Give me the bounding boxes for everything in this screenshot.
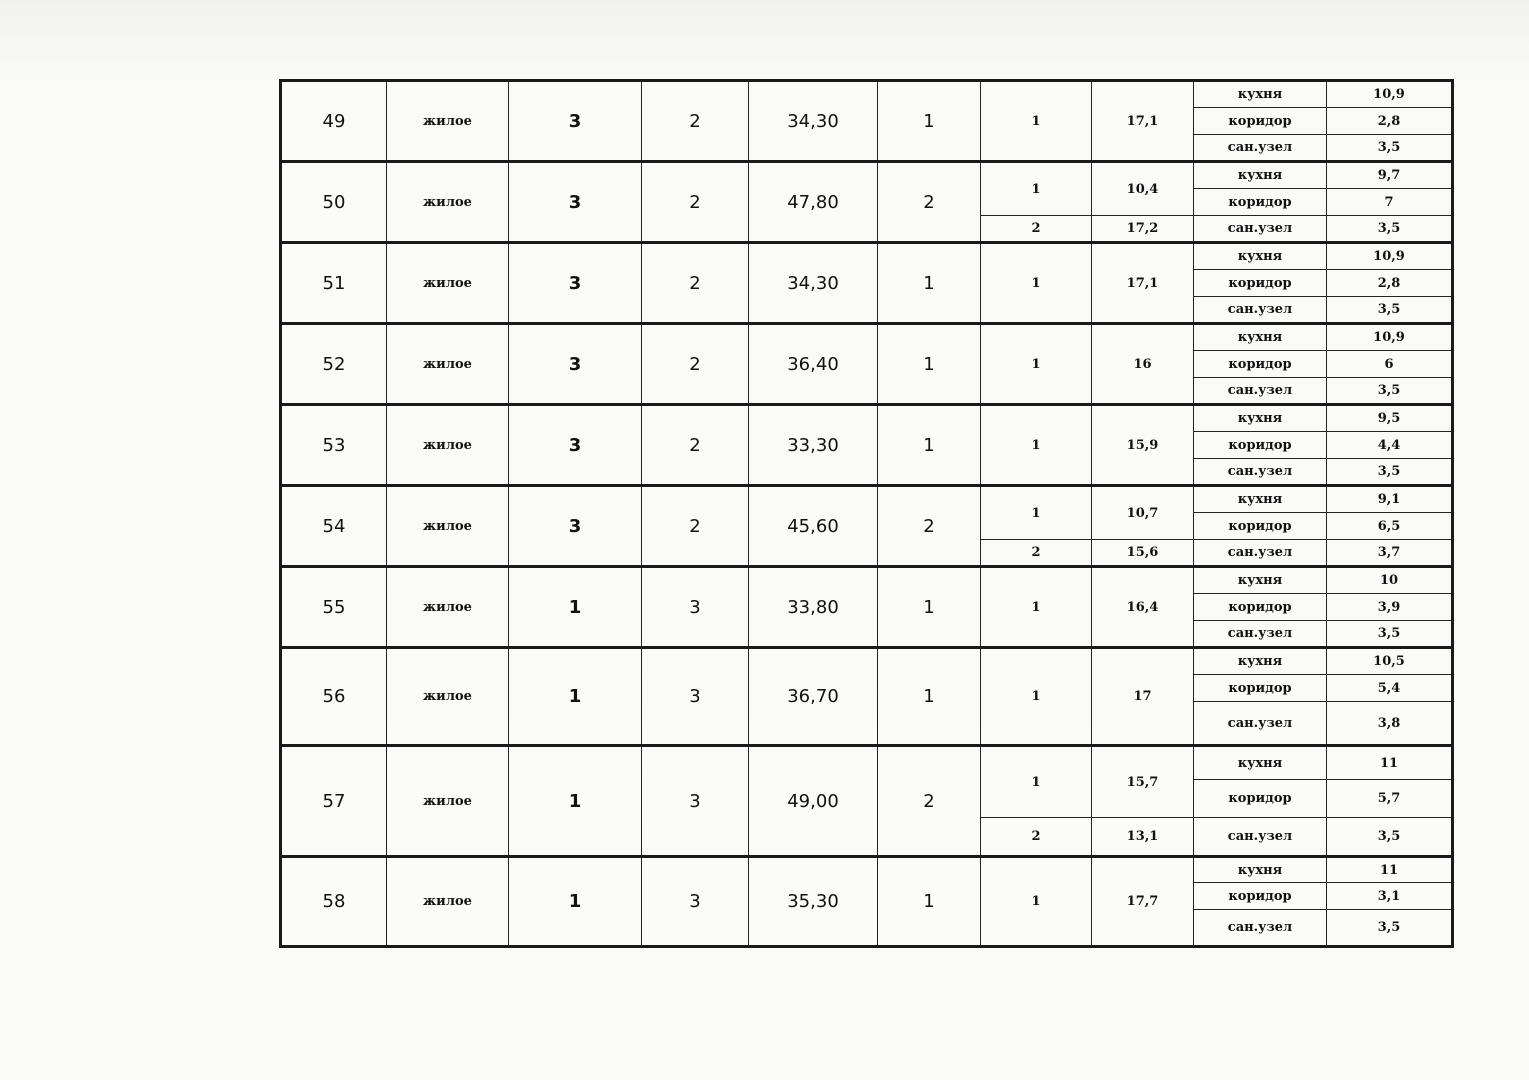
room-area: 16 [1092, 324, 1194, 405]
floor-number: 3 [509, 162, 642, 243]
total-area: 33,30 [749, 405, 878, 486]
aux-room-name: кухня [1194, 567, 1327, 594]
room-area: 17,7 [1092, 857, 1194, 947]
table-row [281, 857, 1453, 883]
table-row [281, 81, 1453, 108]
section-number: 2 [642, 81, 749, 162]
aux-room-name: кухня [1194, 162, 1327, 189]
total-area: 36,40 [749, 324, 878, 405]
section-number: 2 [642, 486, 749, 567]
aux-room-area: 7 [1327, 189, 1453, 216]
aux-room-name: коридор [1194, 432, 1327, 459]
room-number: 1 [981, 486, 1092, 540]
apartment-row-group [281, 81, 1453, 162]
room-area: 17,1 [1092, 81, 1194, 162]
room-area: 13,1 [1092, 818, 1194, 857]
apartment-row-group [281, 857, 1453, 947]
section-number: 3 [642, 567, 749, 648]
aux-room-name: сан.узел [1194, 378, 1327, 405]
aux-room-name: сан.узел [1194, 702, 1327, 746]
room-count: 1 [878, 567, 981, 648]
aux-room-area: 9,1 [1327, 486, 1453, 513]
apartment-row-group [281, 567, 1453, 648]
floor-number: 3 [509, 486, 642, 567]
floor-number: 3 [509, 405, 642, 486]
aux-room-name: кухня [1194, 324, 1327, 351]
room-count: 2 [878, 746, 981, 857]
table-row [281, 746, 1453, 780]
apartment-number: 49 [281, 81, 387, 162]
apartment-number: 54 [281, 486, 387, 567]
aux-room-name: сан.узел [1194, 910, 1327, 947]
premises-type: жилое [387, 486, 509, 567]
aux-room-area: 3,7 [1327, 540, 1453, 567]
aux-room-area: 3,5 [1327, 621, 1453, 648]
aux-room-area: 11 [1327, 746, 1453, 780]
section-number: 2 [642, 243, 749, 324]
aux-room-name: коридор [1194, 351, 1327, 378]
section-number: 2 [642, 405, 749, 486]
floor-number: 3 [509, 81, 642, 162]
aux-room-name: коридор [1194, 594, 1327, 621]
aux-room-area: 2,8 [1327, 108, 1453, 135]
aux-room-area: 3,5 [1327, 216, 1453, 243]
apartment-number: 52 [281, 324, 387, 405]
table-row [281, 324, 1453, 351]
aux-room-area: 9,5 [1327, 405, 1453, 432]
aux-room-area: 3,5 [1327, 378, 1453, 405]
aux-room-area: 5,7 [1327, 780, 1453, 818]
apartment-row-group [281, 746, 1453, 857]
room-number: 1 [981, 648, 1092, 746]
aux-room-area: 3,5 [1327, 297, 1453, 324]
room-number: 1 [981, 746, 1092, 818]
aux-room-area: 10 [1327, 567, 1453, 594]
table-row [281, 567, 1453, 594]
total-area: 49,00 [749, 746, 878, 857]
premises-type: жилое [387, 324, 509, 405]
room-number: 1 [981, 162, 1092, 216]
room-number: 1 [981, 567, 1092, 648]
aux-room-area: 11 [1327, 857, 1453, 883]
room-count: 1 [878, 81, 981, 162]
aux-room-name: коридор [1194, 780, 1327, 818]
floor-number: 1 [509, 648, 642, 746]
aux-room-area: 6,5 [1327, 513, 1453, 540]
floor-number: 3 [509, 243, 642, 324]
room-area: 17,2 [1092, 216, 1194, 243]
premises-type: жилое [387, 857, 509, 947]
aux-room-area: 9,7 [1327, 162, 1453, 189]
apartment-number: 57 [281, 746, 387, 857]
total-area: 45,60 [749, 486, 878, 567]
aux-room-name: коридор [1194, 675, 1327, 702]
room-count: 1 [878, 324, 981, 405]
aux-room-area: 3,5 [1327, 135, 1453, 162]
apartment-number: 50 [281, 162, 387, 243]
room-number: 1 [981, 857, 1092, 947]
apartment-number: 55 [281, 567, 387, 648]
premises-type: жилое [387, 648, 509, 746]
room-area: 15,7 [1092, 746, 1194, 818]
aux-room-area: 3,9 [1327, 594, 1453, 621]
aux-room-area: 3,5 [1327, 910, 1453, 947]
aux-room-name: коридор [1194, 108, 1327, 135]
aux-room-area: 3,8 [1327, 702, 1453, 746]
table-row [281, 162, 1453, 189]
room-count: 2 [878, 486, 981, 567]
apartment-row-group [281, 405, 1453, 486]
room-number: 1 [981, 243, 1092, 324]
room-area: 17,1 [1092, 243, 1194, 324]
aux-room-area: 10,5 [1327, 648, 1453, 675]
aux-room-area: 5,4 [1327, 675, 1453, 702]
apartment-number: 53 [281, 405, 387, 486]
premises-type: жилое [387, 746, 509, 857]
aux-room-name: кухня [1194, 648, 1327, 675]
total-area: 47,80 [749, 162, 878, 243]
aux-room-name: сан.узел [1194, 297, 1327, 324]
aux-room-name: кухня [1194, 243, 1327, 270]
total-area: 35,30 [749, 857, 878, 947]
apartment-row-group [281, 162, 1453, 243]
table-row [281, 486, 1453, 513]
premises-type: жилое [387, 405, 509, 486]
aux-room-area: 4,4 [1327, 432, 1453, 459]
room-area: 16,4 [1092, 567, 1194, 648]
room-number: 2 [981, 540, 1092, 567]
floor-number: 1 [509, 746, 642, 857]
aux-room-area: 10,9 [1327, 243, 1453, 270]
aux-room-name: сан.узел [1194, 135, 1327, 162]
section-number: 3 [642, 648, 749, 746]
room-count: 1 [878, 243, 981, 324]
aux-room-name: коридор [1194, 270, 1327, 297]
aux-room-name: кухня [1194, 746, 1327, 780]
aux-room-name: сан.узел [1194, 459, 1327, 486]
aux-room-name: коридор [1194, 513, 1327, 540]
aux-room-area: 2,8 [1327, 270, 1453, 297]
room-area: 10,4 [1092, 162, 1194, 216]
aux-room-area: 3,5 [1327, 818, 1453, 857]
aux-room-name: сан.узел [1194, 216, 1327, 243]
section-number: 3 [642, 857, 749, 947]
room-count: 1 [878, 648, 981, 746]
room-count: 2 [878, 162, 981, 243]
room-area: 15,6 [1092, 540, 1194, 567]
aux-room-name: кухня [1194, 81, 1327, 108]
room-number: 1 [981, 81, 1092, 162]
aux-room-area: 10,9 [1327, 324, 1453, 351]
aux-room-name: кухня [1194, 405, 1327, 432]
aux-room-name: сан.узел [1194, 621, 1327, 648]
apartments-table [279, 79, 1454, 948]
premises-type: жилое [387, 81, 509, 162]
room-area: 10,7 [1092, 486, 1194, 540]
section-number: 3 [642, 746, 749, 857]
aux-room-name: кухня [1194, 857, 1327, 883]
table-row [281, 243, 1453, 270]
room-number: 2 [981, 818, 1092, 857]
aux-room-area: 3,5 [1327, 459, 1453, 486]
room-count: 1 [878, 405, 981, 486]
total-area: 36,70 [749, 648, 878, 746]
total-area: 33,80 [749, 567, 878, 648]
apartment-number: 51 [281, 243, 387, 324]
table-row [281, 648, 1453, 675]
aux-room-name: коридор [1194, 189, 1327, 216]
premises-type: жилое [387, 162, 509, 243]
room-area: 17 [1092, 648, 1194, 746]
room-number: 1 [981, 405, 1092, 486]
premises-type: жилое [387, 243, 509, 324]
aux-room-name: кухня [1194, 486, 1327, 513]
apartment-number: 56 [281, 648, 387, 746]
aux-room-area: 6 [1327, 351, 1453, 378]
room-number: 1 [981, 324, 1092, 405]
aux-room-name: коридор [1194, 883, 1327, 910]
floor-number: 1 [509, 857, 642, 947]
aux-room-area: 3,1 [1327, 883, 1453, 910]
aux-room-name: сан.узел [1194, 818, 1327, 857]
apartment-number: 58 [281, 857, 387, 947]
floor-number: 1 [509, 567, 642, 648]
apartment-row-group [281, 324, 1453, 405]
aux-room-name: сан.узел [1194, 540, 1327, 567]
apartment-row-group [281, 648, 1453, 746]
table-row [281, 405, 1453, 432]
floor-number: 3 [509, 324, 642, 405]
total-area: 34,30 [749, 243, 878, 324]
total-area: 34,30 [749, 81, 878, 162]
premises-type: жилое [387, 567, 509, 648]
room-count: 1 [878, 857, 981, 947]
room-number: 2 [981, 216, 1092, 243]
section-number: 2 [642, 162, 749, 243]
section-number: 2 [642, 324, 749, 405]
apartment-row-group [281, 486, 1453, 567]
aux-room-area: 10,9 [1327, 81, 1453, 108]
room-area: 15,9 [1092, 405, 1194, 486]
apartment-row-group [281, 243, 1453, 324]
